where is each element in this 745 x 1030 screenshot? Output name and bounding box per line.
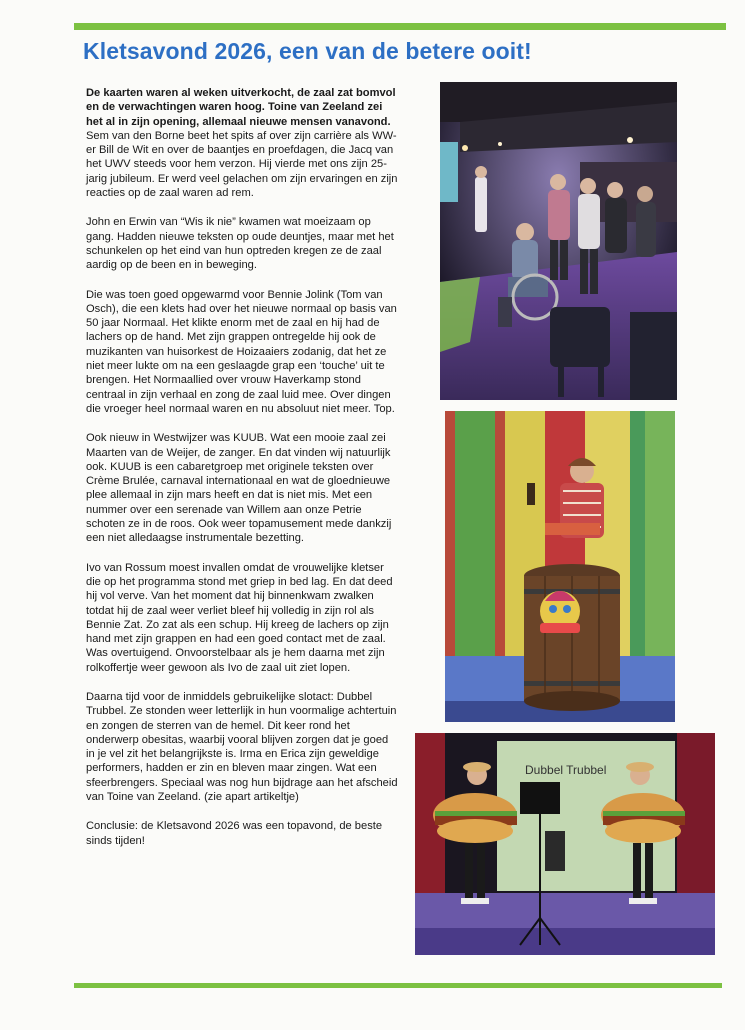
photo-barrel-performer [445, 411, 675, 722]
photo-dubbel-trubbel [415, 733, 715, 955]
bottom-green-rule [74, 983, 722, 988]
article-title: Kletsavond 2026, een van de betere ooit! [83, 38, 532, 64]
paragraph-kuub: Ook nieuw in Westwijzer was KUUB. Wat een mooie zaal zei Maarten van de Weijer, de zanger. En dat vinden wij natuurlijk ook. KUUB is een cabaretgroep met originele teksten over Crème Brulée, carnaval internationaal en wat de gloednieuwe plee allemaal in zijn mars heeft en dat is niet mis. Met een nummer over een serenade van Willem aan onze Petrie schoten ze in de roos. Ook weer topamusement mede dankzij een niet alledaagse instrumentale bezetting. [86, 432, 392, 545]
lead-paragraph [86, 86, 398, 200]
lead-regular-text: Sem van den Borne beet het spits af over zijn carrière als WW-er Bill de Wit en over de baantjes en proefdagen, die Jacq van het UWV steeds voor hem verzon. Hij vierde met ons zijn 25-jarig jubileum. Er werd veel gelachen om zijn ervaringen en zijn reacties op de zaal waren ad rem. [86, 129, 398, 200]
article-body [86, 86, 398, 863]
paragraph-ivo-van-rossum: Ivo van Rossum moest invallen omdat de vrouwelijke kletser die op het programma stond met griep in bed lag. En dat deed hij vol verve. Van het moment dat hij binnenkwam zwalken totdat hij de zaal weer verliet bleef hij volledig in zijn rol als Bennie Zat. Zo zat als een schup. Hij kreeg de lachers op zijn hand met zijn grappen en had een goed contact met de zaal. Was overtuigend. Onvoorstelbaar als je hem daarna met zijn rolkoffertje weer gewoon als Ivo de zaal uit ziet lopen. [86, 561, 393, 674]
photo-stage-performers [440, 82, 677, 400]
lead-bold-text: De kaarten waren al weken uitverkocht, de zaal zat bomvol en de verwachtingen waren hoog. Toine van Zeeland zei het al in zijn opening, allemaal nieuwe mensen vanavond. [86, 87, 396, 128]
paragraph-bennie-jolink: Die was toen goed opgewarmd voor Bennie Jolink (Tom van Osch), die een klets had over het nieuwe normaal op basis van 50 jaar Normaal. Het klikte enorm met de zaal en hij had de lachers op de hand. Met zijn grappen ontregelde hij ook de muzikanten van huisorkest de Hoizaaiers zodanig, dat het ze niet meer lukte om na een geslaagde grap een ‘touche’ uit te brengen. Het Normaallied over vrouw Haverkamp stond centraal in zijn verhaal en zong de zaal luid mee. Over dingen die vroeger heel normaal waren en nu absoluut niet meer. Top. [86, 288, 397, 415]
top-green-rule [74, 23, 726, 30]
photo-screen-caption: Dubbel Trubbel [525, 763, 607, 777]
paragraph-wis-ik-nie: John en Erwin van “Wis ik nie” kwamen wat moeizaam op gang. Hadden nieuwe teksten op oude deuntjes, maar met het schunkelen op het eind van hun optreden kregen ze de zaal aardig op de been en in beweging. [86, 216, 394, 272]
paragraph-conclusion: Conclusie: de Kletsavond 2026 was een topavond, de beste sinds tijden! [86, 820, 383, 847]
paragraph-dubbel-trubbel: Daarna tijd voor de inmiddels gebruikelijke slotact: Dubbel Trubbel. Ze stonden weer letterlijk in hun voormalige achtertuin en zongen de sterren van de hemel. Dit keer rond het onderwerp obesitas, waarbij vooral blijven zorgen dat je goed in je vel zit het belangrijkste is. Irma en Erica zijn geweldige performers, hadden er zin en bleven maar zingen. Wat een sfeerbrengers. Speciaal was nog hun bijdrage aan het afscheid van Toine van Zeeland. (zie apart artikeltje) [86, 690, 398, 804]
